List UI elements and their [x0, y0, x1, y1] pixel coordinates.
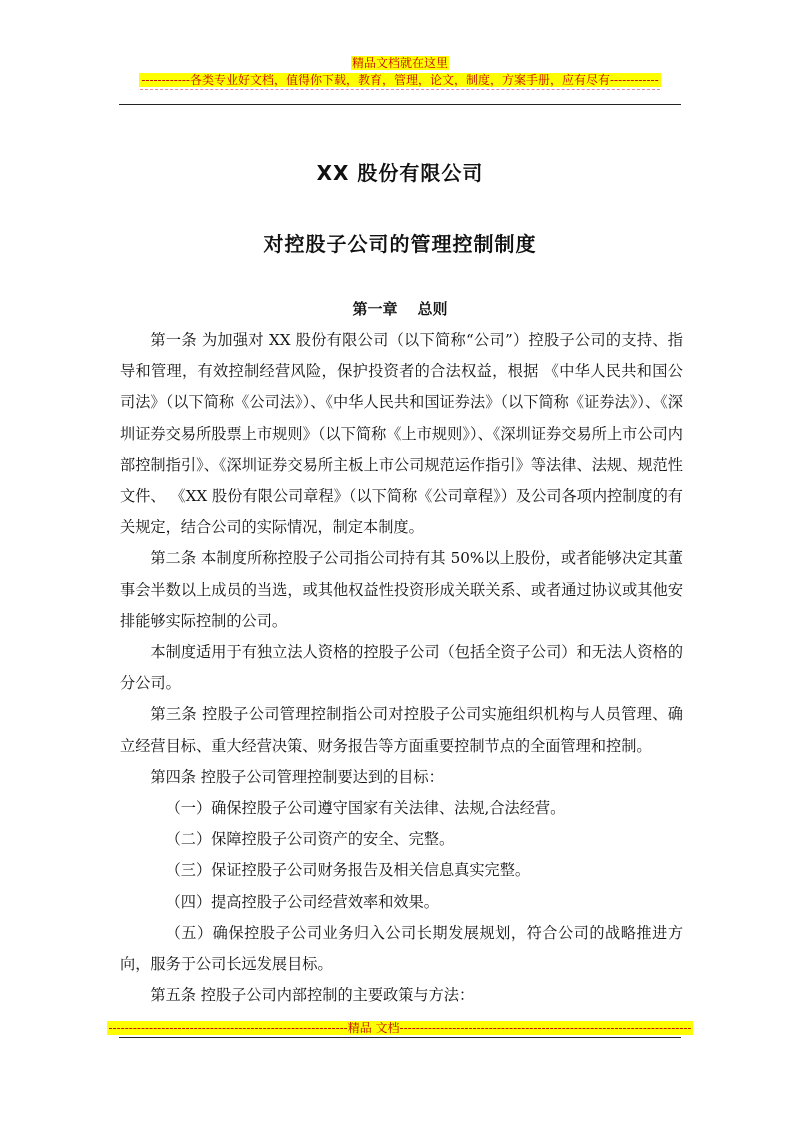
footer-text: -----------------------------------------------------------精品 文档------------------------------------------------------------------------	[108, 1021, 692, 1035]
header-banner-tagline	[0, 72, 800, 88]
footer-rule	[119, 1037, 681, 1038]
article-4: 第四条 控股子公司管理控制要达到的目标：	[150, 767, 444, 786]
header-banner-title	[0, 56, 800, 70]
chapter-name: 总则	[417, 300, 448, 318]
header-tagline-text: ------------各类专业好文档，值得你下载，教育，管理，论文，制度，方案手册，应有尽有------------	[141, 73, 659, 87]
header-title-text: 精品文档就在这里	[351, 56, 448, 70]
objective-item: （二）保障控股子公司资产的安全、完整。	[165, 830, 455, 849]
objective-item: （五）确保控股子公司业务归入公司长期发展规划，符合公司的战略推进方向，服务于公司长远发展目标。	[120, 923, 683, 974]
document-body	[120, 325, 683, 1011]
article-2: 第二条 本制度所称控股子公司指公司持有其 50%以上股份，或者能够决定其董事会半数以上成员的当选，或其他权益性投资形成关联关系、或者通过协议或其他安排能够实际控制的公司。	[120, 549, 683, 630]
header-rule	[119, 104, 681, 105]
objective-item: （三）保证控股子公司财务报告及相关信息真实完整。	[165, 861, 531, 880]
footer-banner	[0, 1020, 800, 1036]
chapter-number: 第一章	[352, 300, 398, 318]
header-dashed-divider	[140, 89, 660, 90]
objective-item: （一）确保控股子公司遵守国家有关法律、法规,合法经营。	[165, 799, 566, 818]
company-title: XX 股份有限公司	[316, 161, 484, 185]
article-2-scope: 本制度适用于有独立法人资格的控股子公司（包括全资子公司）和无法人资格的分公司。	[120, 643, 683, 693]
chapter-heading	[0, 298, 800, 319]
article-3: 第三条 控股子公司管理控制指公司对控股子公司实施组织机构与人员管理、确立经营目标、重大经营决策、财务报告等方面重要控制节点的全面管理和控制。	[120, 705, 683, 755]
article-1: 第一条 为加强对 XX 股份有限公司（以下简称“公司”）控股子公司的支持、指导和管理，有效控制经营风险，保护投资者的合法权益，根据 《中华人民共和国公司法》（以下简称《公司法》）、《中华人民共和国证券法》（以下简称《证券法》）、《深圳证券交易所股票上市规则》（以下简称《上市规则》）、《深圳证券交易所上市公司内部控制指引》、《深圳证券交易所主板上市公司规范运作指引》等法律、法规、规范性文件、 《XX 股份有限公司章程》（以下简称《公司章程》）及公司各项内控制度的有关规定，结合公司的实际情况，制定本制度。	[120, 331, 683, 537]
article-5: 第五条 控股子公司内部控制的主要政策与方法：	[150, 986, 475, 1005]
document-title: 对控股子公司的管理控制制度	[263, 232, 537, 256]
objective-item: （四）提高控股子公司经营效率和效果。	[165, 892, 439, 911]
